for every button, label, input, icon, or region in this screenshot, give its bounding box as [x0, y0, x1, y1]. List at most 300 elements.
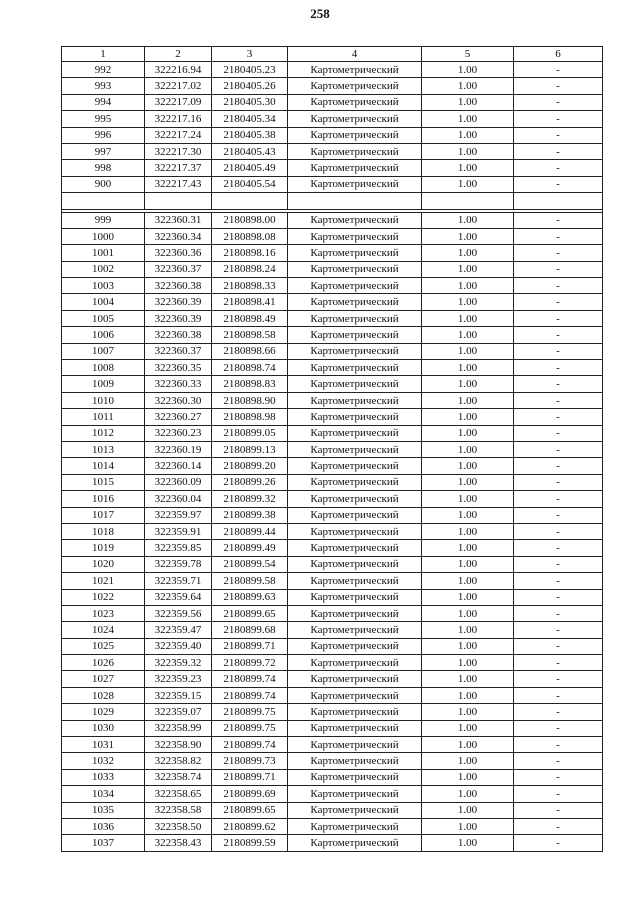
column-header: 2 — [145, 47, 212, 62]
table-cell: Картометрический — [288, 409, 422, 425]
table-cell-empty — [212, 193, 288, 209]
table-cell: 2180899.62 — [212, 818, 288, 834]
table-row — [62, 671, 603, 687]
table-cell: 322359.15 — [145, 687, 212, 703]
column-header: 6 — [514, 47, 603, 62]
table-cell: 2180405.30 — [212, 94, 288, 110]
table-cell: 1012 — [62, 425, 145, 441]
table-cell: 1.00 — [422, 376, 514, 392]
table-cell: 322359.07 — [145, 704, 212, 720]
table-cell: 1.00 — [422, 212, 514, 228]
table-row — [62, 622, 603, 638]
table-row — [62, 392, 603, 408]
table-cell: - — [514, 655, 603, 671]
table-cell: 2180899.26 — [212, 474, 288, 490]
table-cell: - — [514, 176, 603, 192]
table-cell: - — [514, 540, 603, 556]
table-row — [62, 556, 603, 572]
table-cell: 1015 — [62, 474, 145, 490]
table-cell: 2180899.71 — [212, 638, 288, 654]
table-cell: Картометрический — [288, 176, 422, 192]
table-cell: 1013 — [62, 441, 145, 457]
table-row — [62, 737, 603, 753]
table-cell: 322360.38 — [145, 327, 212, 343]
table-cell: - — [514, 671, 603, 687]
table-cell: 322217.02 — [145, 78, 212, 94]
table-row — [62, 294, 603, 310]
table-row — [62, 507, 603, 523]
table-cell: 322359.47 — [145, 622, 212, 638]
table-cell: 322358.82 — [145, 753, 212, 769]
table-cell: 1021 — [62, 573, 145, 589]
table-cell: 1022 — [62, 589, 145, 605]
column-header: 4 — [288, 47, 422, 62]
table-cell: 1.00 — [422, 343, 514, 359]
table-cell: Картометрический — [288, 818, 422, 834]
table-cell: Картометрический — [288, 540, 422, 556]
table-row — [62, 523, 603, 539]
table-cell: - — [514, 802, 603, 818]
table-cell: 1017 — [62, 507, 145, 523]
column-header: 3 — [212, 47, 288, 62]
table-cell: 1032 — [62, 753, 145, 769]
table-cell: 2180898.66 — [212, 343, 288, 359]
table-cell: 2180898.00 — [212, 212, 288, 228]
table-cell: 2180899.20 — [212, 458, 288, 474]
table-cell: Картометрический — [288, 474, 422, 490]
table-cell: - — [514, 360, 603, 376]
table-cell: 322358.74 — [145, 769, 212, 785]
table-cell: 1.00 — [422, 753, 514, 769]
table-cell: 2180899.54 — [212, 556, 288, 572]
table-cell: 322360.31 — [145, 212, 212, 228]
table-cell: 1018 — [62, 523, 145, 539]
table-cell: - — [514, 573, 603, 589]
table-cell: - — [514, 409, 603, 425]
table-cell: Картометрический — [288, 786, 422, 802]
table-cell: 2180898.41 — [212, 294, 288, 310]
table-cell: 1.00 — [422, 573, 514, 589]
table-cell: 1.00 — [422, 737, 514, 753]
table-cell: 2180899.05 — [212, 425, 288, 441]
table-cell: - — [514, 753, 603, 769]
table-cell: 1.00 — [422, 786, 514, 802]
table-cell: - — [514, 769, 603, 785]
table-cell: 2180899.63 — [212, 589, 288, 605]
table-cell: 322216.94 — [145, 62, 212, 78]
table-cell: Картометрический — [288, 573, 422, 589]
table-cell: Картометрический — [288, 769, 422, 785]
table-cell: Картометрический — [288, 458, 422, 474]
table-cell: 1.00 — [422, 638, 514, 654]
table-cell: - — [514, 310, 603, 326]
table-row — [62, 212, 603, 228]
table-cell: 322217.24 — [145, 127, 212, 143]
table-cell: 1008 — [62, 360, 145, 376]
table-cell: 322358.43 — [145, 835, 212, 851]
table-row — [62, 160, 603, 176]
table-cell: 1035 — [62, 802, 145, 818]
table-row — [62, 310, 603, 326]
table-cell: 2180899.74 — [212, 687, 288, 703]
table-cell: - — [514, 507, 603, 523]
table-cell: 2180899.75 — [212, 720, 288, 736]
table-cell: - — [514, 704, 603, 720]
table-cell: 996 — [62, 127, 145, 143]
table-cell: 1002 — [62, 261, 145, 277]
table-row — [62, 441, 603, 457]
table-cell: 1.00 — [422, 111, 514, 127]
table-row — [62, 835, 603, 851]
table-cell: 322360.27 — [145, 409, 212, 425]
table-cell: 2180899.38 — [212, 507, 288, 523]
table-cell: 322360.04 — [145, 491, 212, 507]
table-cell: 322359.40 — [145, 638, 212, 654]
table-cell: 2180899.49 — [212, 540, 288, 556]
table-separator-row — [62, 193, 603, 209]
table-cell: 322217.16 — [145, 111, 212, 127]
table-cell: 2180899.44 — [212, 523, 288, 539]
table-cell: 2180405.49 — [212, 160, 288, 176]
table-cell: 999 — [62, 212, 145, 228]
table-cell: 2180898.83 — [212, 376, 288, 392]
table-cell: Картометрический — [288, 425, 422, 441]
table-cell: 1014 — [62, 458, 145, 474]
table-cell: - — [514, 160, 603, 176]
table-cell: 1016 — [62, 491, 145, 507]
table-cell: - — [514, 622, 603, 638]
table-cell: 2180899.75 — [212, 704, 288, 720]
table-cell: 2180899.68 — [212, 622, 288, 638]
table-cell: Картометрический — [288, 589, 422, 605]
table-cell: 322360.39 — [145, 310, 212, 326]
table-cell: 322360.37 — [145, 343, 212, 359]
table-cell: 1.00 — [422, 556, 514, 572]
table-cell: 1.00 — [422, 835, 514, 851]
table-cell: 2180899.71 — [212, 769, 288, 785]
column-header: 1 — [62, 47, 145, 62]
table-cell: 1.00 — [422, 127, 514, 143]
table-cell: - — [514, 441, 603, 457]
table-cell: - — [514, 835, 603, 851]
table-cell: 322359.97 — [145, 507, 212, 523]
table-row — [62, 176, 603, 192]
table-cell: 1.00 — [422, 769, 514, 785]
table-cell: Картометрический — [288, 294, 422, 310]
table-cell: Картометрический — [288, 720, 422, 736]
table-cell: 1024 — [62, 622, 145, 638]
table-cell: 998 — [62, 160, 145, 176]
table-cell: 2180898.24 — [212, 261, 288, 277]
table-row — [62, 78, 603, 94]
table-cell: 1.00 — [422, 261, 514, 277]
table-cell: 1.00 — [422, 720, 514, 736]
table-cell: 2180898.49 — [212, 310, 288, 326]
table-cell: - — [514, 491, 603, 507]
table-cell: Картометрический — [288, 327, 422, 343]
table-cell: 1.00 — [422, 310, 514, 326]
table-cell: Картометрический — [288, 491, 422, 507]
table-cell: Картометрический — [288, 360, 422, 376]
table-cell: 995 — [62, 111, 145, 127]
table-cell: 1020 — [62, 556, 145, 572]
table-cell: 322360.37 — [145, 261, 212, 277]
table-cell: 2180405.54 — [212, 176, 288, 192]
table-cell: 1.00 — [422, 327, 514, 343]
table-cell: 1.00 — [422, 818, 514, 834]
table-row — [62, 687, 603, 703]
table-cell: Картометрический — [288, 622, 422, 638]
table-cell: 1.00 — [422, 425, 514, 441]
table-cell: Картометрический — [288, 753, 422, 769]
table-cell: Картометрический — [288, 245, 422, 261]
table-cell: 1.00 — [422, 622, 514, 638]
table-cell: 1.00 — [422, 245, 514, 261]
coordinates-table — [61, 46, 603, 852]
table-cell: 322360.38 — [145, 278, 212, 294]
table-cell: 1.00 — [422, 589, 514, 605]
table-row — [62, 720, 603, 736]
table-cell: Картометрический — [288, 310, 422, 326]
table-cell: 322217.37 — [145, 160, 212, 176]
table-cell-empty — [422, 193, 514, 209]
table-cell: 2180899.69 — [212, 786, 288, 802]
table-cell: 322360.35 — [145, 360, 212, 376]
table-cell: 322217.30 — [145, 143, 212, 159]
table-cell: 1004 — [62, 294, 145, 310]
table-cell: 2180898.58 — [212, 327, 288, 343]
table-cell: Картометрический — [288, 127, 422, 143]
table-cell: Картометрический — [288, 556, 422, 572]
table-cell: - — [514, 392, 603, 408]
table-cell: 322360.09 — [145, 474, 212, 490]
table-cell: 322359.91 — [145, 523, 212, 539]
table-cell: Картометрический — [288, 704, 422, 720]
table-cell: 322358.90 — [145, 737, 212, 753]
table-cell: 1.00 — [422, 540, 514, 556]
table-cell: 2180898.33 — [212, 278, 288, 294]
table-row — [62, 409, 603, 425]
table-cell: 1001 — [62, 245, 145, 261]
table-cell: 2180899.58 — [212, 573, 288, 589]
table-cell: 2180899.13 — [212, 441, 288, 457]
table-row — [62, 94, 603, 110]
table-cell: 1.00 — [422, 671, 514, 687]
table-row — [62, 458, 603, 474]
table-cell: - — [514, 94, 603, 110]
table-cell: 2180899.74 — [212, 737, 288, 753]
table-cell: - — [514, 786, 603, 802]
table-cell: Картометрический — [288, 111, 422, 127]
table-cell: - — [514, 111, 603, 127]
table-cell: 322217.09 — [145, 94, 212, 110]
table-cell: 2180899.65 — [212, 605, 288, 621]
table-cell: 2180898.90 — [212, 392, 288, 408]
table-cell: 2180899.32 — [212, 491, 288, 507]
table-row — [62, 638, 603, 654]
table-row — [62, 491, 603, 507]
table-cell: Картометрический — [288, 278, 422, 294]
table-cell: - — [514, 638, 603, 654]
table-row — [62, 127, 603, 143]
table-cell: Картометрический — [288, 62, 422, 78]
table-cell: 1.00 — [422, 78, 514, 94]
table-cell: - — [514, 556, 603, 572]
table-cell: 1031 — [62, 737, 145, 753]
page-number: 258 — [310, 6, 330, 21]
table-cell: 1.00 — [422, 176, 514, 192]
table-cell: 1029 — [62, 704, 145, 720]
table-cell: 1.00 — [422, 687, 514, 703]
table-row — [62, 769, 603, 785]
table-row — [62, 261, 603, 277]
table-cell: Картометрический — [288, 160, 422, 176]
table-cell: 1030 — [62, 720, 145, 736]
table-cell: 2180898.16 — [212, 245, 288, 261]
table-cell: Картометрический — [288, 687, 422, 703]
table-cell: 2180898.08 — [212, 228, 288, 244]
table-cell: Картометрический — [288, 671, 422, 687]
table-row — [62, 245, 603, 261]
table-cell: 322359.56 — [145, 605, 212, 621]
table-cell: - — [514, 127, 603, 143]
table-cell: 322359.78 — [145, 556, 212, 572]
table-cell: 1005 — [62, 310, 145, 326]
table-cell: 1037 — [62, 835, 145, 851]
table-cell-empty — [145, 193, 212, 209]
table-cell: 2180899.74 — [212, 671, 288, 687]
table-cell: 1023 — [62, 605, 145, 621]
table-cell: Картометрический — [288, 392, 422, 408]
table-cell: - — [514, 818, 603, 834]
table-cell: 322358.58 — [145, 802, 212, 818]
table-cell: Картометрический — [288, 523, 422, 539]
table-cell: - — [514, 720, 603, 736]
table-cell: Картометрический — [288, 78, 422, 94]
table-row — [62, 62, 603, 78]
table-cell: 1.00 — [422, 228, 514, 244]
table-cell: 992 — [62, 62, 145, 78]
table-row — [62, 360, 603, 376]
table-cell: 2180405.38 — [212, 127, 288, 143]
table-cell: - — [514, 245, 603, 261]
table-cell: 2180405.34 — [212, 111, 288, 127]
table-cell: 1036 — [62, 818, 145, 834]
table-cell: - — [514, 376, 603, 392]
table-cell: 1028 — [62, 687, 145, 703]
table-cell: Картометрический — [288, 802, 422, 818]
table-cell: 1.00 — [422, 392, 514, 408]
table-cell: - — [514, 474, 603, 490]
table-cell: 322360.36 — [145, 245, 212, 261]
table-cell: 322358.65 — [145, 786, 212, 802]
table-row — [62, 605, 603, 621]
table-cell: - — [514, 737, 603, 753]
table-cell: - — [514, 523, 603, 539]
table-cell: 322359.85 — [145, 540, 212, 556]
table-cell: 1.00 — [422, 458, 514, 474]
table-row — [62, 474, 603, 490]
table-cell: 2180899.65 — [212, 802, 288, 818]
table-cell: 1026 — [62, 655, 145, 671]
table-cell: 322359.23 — [145, 671, 212, 687]
table-cell: 2180898.98 — [212, 409, 288, 425]
table-cell: 322358.50 — [145, 818, 212, 834]
table-cell: 322217.43 — [145, 176, 212, 192]
table-row — [62, 818, 603, 834]
table-cell: 1.00 — [422, 360, 514, 376]
column-header: 5 — [422, 47, 514, 62]
table-cell: 322359.64 — [145, 589, 212, 605]
table-cell: 1007 — [62, 343, 145, 359]
table-cell: 1034 — [62, 786, 145, 802]
table-cell: 1003 — [62, 278, 145, 294]
table-cell: 2180405.26 — [212, 78, 288, 94]
table-cell: 1019 — [62, 540, 145, 556]
table-cell: - — [514, 228, 603, 244]
table-cell: 1.00 — [422, 160, 514, 176]
table-cell: 1010 — [62, 392, 145, 408]
table-cell: Картометрический — [288, 605, 422, 621]
table-row — [62, 143, 603, 159]
table-cell: 322359.32 — [145, 655, 212, 671]
table-cell: 1.00 — [422, 278, 514, 294]
table-body — [62, 62, 603, 852]
table-row — [62, 111, 603, 127]
table-cell: 322360.34 — [145, 228, 212, 244]
table-cell: 1027 — [62, 671, 145, 687]
table-cell: 322360.30 — [145, 392, 212, 408]
table-cell: 322360.39 — [145, 294, 212, 310]
table-cell: - — [514, 78, 603, 94]
table-cell-empty — [514, 193, 603, 209]
table-cell: 997 — [62, 143, 145, 159]
table-cell: 1025 — [62, 638, 145, 654]
table-cell: - — [514, 589, 603, 605]
table-cell: 1.00 — [422, 655, 514, 671]
table-cell: Картометрический — [288, 261, 422, 277]
table-cell: - — [514, 687, 603, 703]
table-cell: - — [514, 212, 603, 228]
table-cell: Картометрический — [288, 376, 422, 392]
table-cell: 1.00 — [422, 507, 514, 523]
table-header-row — [62, 47, 603, 62]
table-row — [62, 573, 603, 589]
table-cell: 900 — [62, 176, 145, 192]
table-cell: 1009 — [62, 376, 145, 392]
table-cell: - — [514, 458, 603, 474]
table-cell: 1006 — [62, 327, 145, 343]
table-cell: - — [514, 327, 603, 343]
table-cell: 1.00 — [422, 491, 514, 507]
table-cell: 322359.71 — [145, 573, 212, 589]
table-cell: Картометрический — [288, 343, 422, 359]
table-row — [62, 425, 603, 441]
table-cell: 1000 — [62, 228, 145, 244]
table-cell: Картометрический — [288, 143, 422, 159]
table-cell: Картометрический — [288, 655, 422, 671]
table-cell: 2180899.59 — [212, 835, 288, 851]
table-cell: 1.00 — [422, 704, 514, 720]
table-cell: 1.00 — [422, 62, 514, 78]
table-cell: 2180899.73 — [212, 753, 288, 769]
table-cell: 2180405.43 — [212, 143, 288, 159]
table-cell: 1011 — [62, 409, 145, 425]
table-row — [62, 343, 603, 359]
table-row — [62, 228, 603, 244]
table-cell: 2180405.23 — [212, 62, 288, 78]
table-cell: Картометрический — [288, 835, 422, 851]
